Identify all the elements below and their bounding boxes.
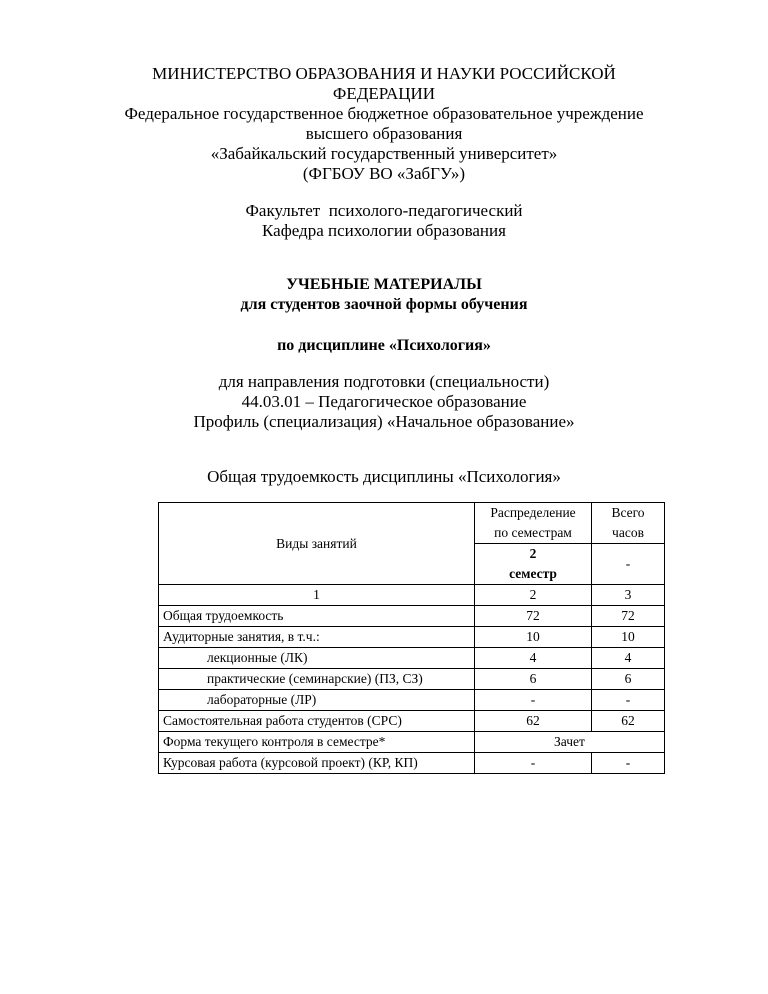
workload-table [158,502,665,774]
numbering-row [159,585,665,606]
materials-title: УЧЕБНЫЕ МАТЕРИАЛЫ [286,276,482,293]
numbering-cell: 1 [159,585,475,606]
table-row [159,627,665,648]
total-header-line-1: Всего [611,505,645,520]
course-work-label: Курсовая работа (курсовой проект) (КР, КП) [159,753,475,774]
ministry-line-2: ФЕДЕРАЦИИ [332,84,436,103]
discipline-title: по дисциплине «Психология» [277,337,491,354]
document-header [0,64,768,184]
table-row [159,669,665,690]
row-total-value: 4 [592,648,665,669]
semester-number: 2 [529,546,537,561]
distribution-header-line-1: Распределение [490,505,576,520]
ministry-line-1: МИНИСТЕРСТВО ОБРАЗОВАНИЯ И НАУКИ РОССИЙСКОЙ [152,64,616,83]
table-row [159,606,665,627]
materials-subtitle: для студентов заочной формы обучения [240,296,528,313]
row-label: лабораторные (ЛР) [159,690,475,711]
control-form-row [159,732,665,753]
department-name: Кафедра психологии образования [262,221,506,240]
faculty-block [0,201,768,241]
university-abbreviation: (ФГБОУ ВО «ЗабГУ») [302,164,466,183]
types-header [159,503,475,585]
numbering-cell: 2 [475,585,592,606]
course-work-semester: - [475,753,592,774]
table-header-row [159,503,665,544]
row-semester-value: 4 [475,648,592,669]
row-total-value: 10 [592,627,665,648]
institution-line-1: Федеральное государственное бюджетное образовательное учреждение [124,104,644,123]
table-caption: Общая трудоемкость дисциплины «Психология» [207,467,561,486]
total-header-line-2: часов [612,525,644,540]
control-form-label: Форма текущего контроля в семестре* [159,732,475,753]
row-semester-value: 6 [475,669,592,690]
row-label: Самостоятельная работа студентов (СРС) [159,711,475,732]
semester-word: семестр [509,566,557,581]
row-total-value: 62 [592,711,665,732]
institution-line-2: высшего образования [305,124,463,143]
types-header-label: Виды занятий [276,535,357,551]
semester-header [475,544,592,585]
row-semester-value: 62 [475,711,592,732]
row-semester-value: - [475,690,592,711]
row-label: практические (семинарские) (ПЗ, СЗ) [159,669,475,690]
row-total-value: 6 [592,669,665,690]
course-work-total: - [592,753,665,774]
table-row [159,711,665,732]
university-name: «Забайкальский государственный университет» [210,144,558,163]
direction-code: 44.03.01 – Педагогическое образование [241,392,527,411]
direction-block [0,372,768,432]
total-dash-cell: - [592,544,665,585]
row-semester-value: 72 [475,606,592,627]
row-label: Аудиторные занятия, в т.ч.: [159,627,475,648]
row-total-value: - [592,690,665,711]
course-work-row [159,753,665,774]
direction-profile: Профиль (специализация) «Начальное образование» [193,412,575,431]
faculty-name: Факультет психолого-педагогический [245,201,523,220]
row-total-value: 72 [592,606,665,627]
direction-line-1: для направления подготовки (специальности) [218,372,550,391]
row-label: Общая трудоемкость [159,606,475,627]
table-row [159,690,665,711]
distribution-header [475,503,592,544]
distribution-header-line-2: по семестрам [494,525,572,540]
row-label: лекционные (ЛК) [159,648,475,669]
materials-title-block [0,275,768,315]
table-row [159,648,665,669]
control-form-value: Зачет [475,732,665,753]
row-semester-value: 10 [475,627,592,648]
numbering-cell: 3 [592,585,665,606]
total-header [592,503,665,544]
